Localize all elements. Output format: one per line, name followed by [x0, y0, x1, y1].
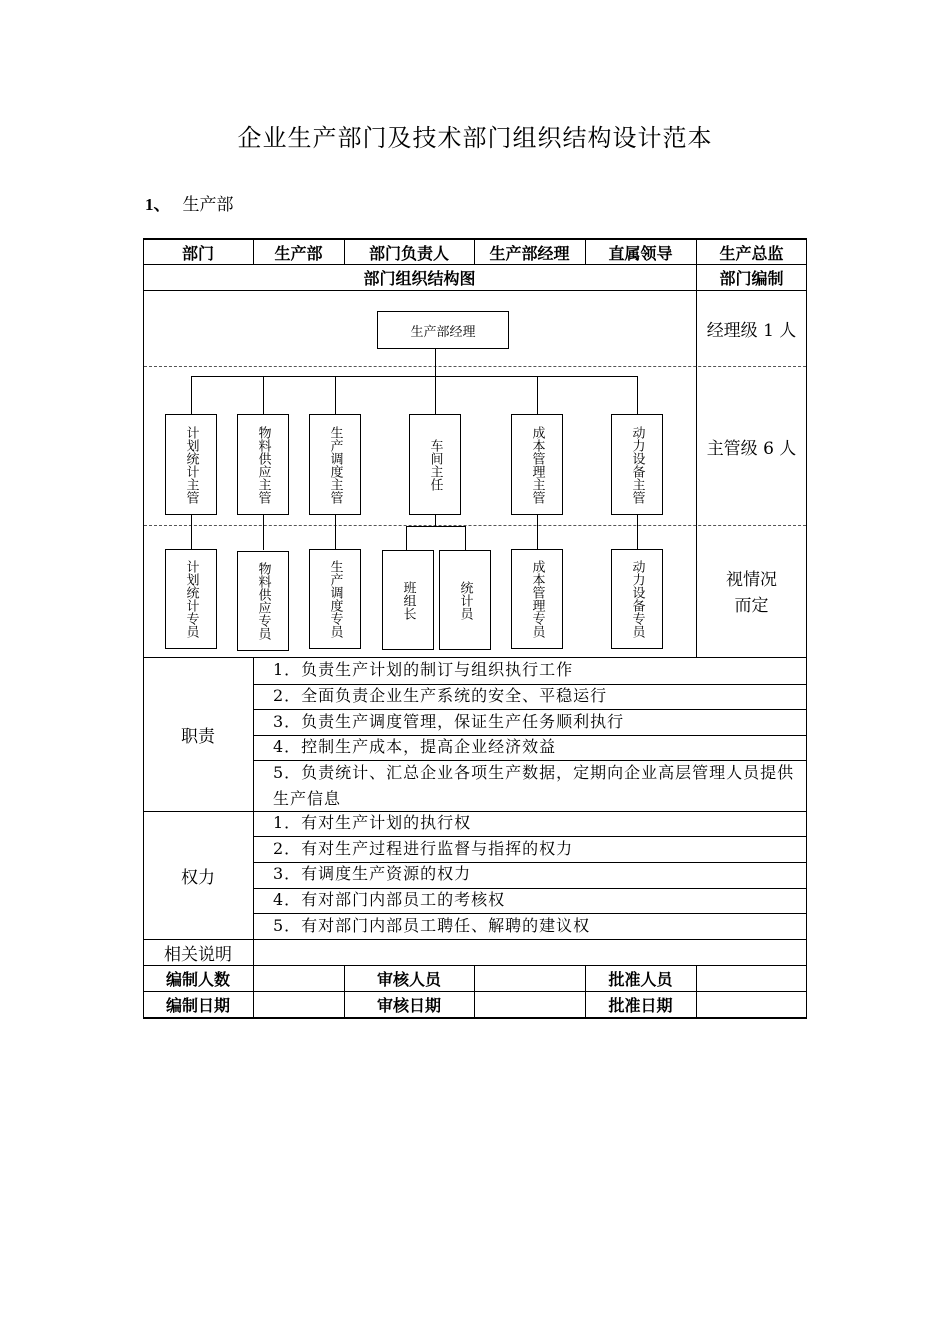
connector: [335, 514, 336, 550]
org-node-staff: [611, 549, 663, 649]
org-table: [143, 238, 807, 1019]
staffing-supervisor: 主管级 6 人: [706, 439, 797, 459]
review-date-label: 审核日期: [376, 995, 441, 1015]
staff-count-value[interactable]: [253, 965, 344, 991]
org-chart-label: 部门组织结构图: [363, 268, 476, 288]
org-node-staff: [511, 549, 563, 649]
leader-value: 生产总监: [719, 243, 784, 263]
approve-date-label: 批准日期: [608, 995, 673, 1015]
duty-item: 3．负责生产调度管理，保证生产任务顺利执行: [273, 712, 625, 731]
border-bottom: [143, 1017, 807, 1019]
org-node-supervisor: [165, 414, 217, 515]
staffing-staff: 视情况而定: [726, 570, 777, 616]
notes-label: 相关说明: [164, 944, 232, 965]
org-node-label: 班组长: [400, 580, 416, 620]
reviewer-value[interactable]: [474, 965, 585, 991]
connector: [435, 514, 436, 526]
section-name: 生产部: [182, 195, 234, 215]
page-title: 企业生产部门及技术部门组织结构设计范本: [237, 124, 713, 152]
leader-label: 直属领导: [608, 243, 673, 263]
connector: [191, 514, 192, 550]
staffing-manager: 经理级 1 人: [706, 320, 797, 341]
review-date-value[interactable]: [474, 991, 585, 1017]
org-node-supervisor: [511, 414, 563, 515]
connector: [263, 514, 264, 550]
org-node-label: 计划统计主管: [183, 425, 199, 504]
power-item: 3．有调度生产资源的权力: [273, 864, 472, 883]
connector: [465, 526, 466, 550]
approver-value[interactable]: [696, 965, 807, 991]
duty-item: 5．负责统计、汇总企业各项生产数据，定期向企业高层管理人员提供生产信息: [273, 763, 795, 808]
org-node-label: 生产调度主管: [327, 425, 343, 504]
connector: [537, 514, 538, 550]
connector: [537, 376, 538, 414]
connector: [263, 376, 264, 414]
connector: [435, 376, 436, 414]
org-node-label: 车间主任: [427, 438, 443, 491]
org-node-label: 生产部经理: [410, 324, 476, 340]
connector: [406, 526, 407, 550]
org-node-staff: [165, 549, 217, 649]
power-item: 1．有对生产计划的执行权: [273, 813, 472, 832]
connector: [191, 376, 192, 414]
org-node-label: 成本管理专员: [529, 560, 545, 638]
approver-label: 批准人员: [608, 969, 673, 989]
duty-item: 1．负责生产计划的制订与组织执行工作: [273, 660, 574, 679]
staff-count-label: 编制人数: [165, 969, 230, 989]
connector: [406, 526, 465, 527]
dept-label: 部门: [181, 243, 214, 263]
org-node-label: 计划统计专员: [183, 560, 199, 638]
head-label: 部门负责人: [368, 243, 449, 263]
connector: [335, 376, 336, 414]
org-node-label: 统计员: [457, 580, 473, 620]
connector: [435, 348, 436, 376]
power-item: 4．有对部门内部员工的考核权: [273, 890, 506, 909]
org-node-label: 成本管理主管: [529, 425, 545, 504]
powers-label: 权力: [181, 867, 215, 888]
org-node-label: 生产调度专员: [327, 560, 343, 638]
staffing-label: 部门编制: [719, 268, 784, 288]
power-item: 5．有对部门内部员工聘任、解聘的建议权: [273, 916, 591, 935]
duties-label: 职责: [181, 726, 215, 747]
connector: [191, 376, 637, 377]
dept-value: 生产部: [274, 243, 323, 263]
org-node-supervisor: [237, 414, 289, 515]
org-node-label: 动力设备主管: [629, 425, 645, 504]
org-node-staff: [382, 550, 434, 650]
connector: [637, 376, 638, 414]
org-node-staff: [237, 551, 289, 651]
org-node-supervisor: [409, 414, 461, 515]
org-node-staff: [439, 550, 491, 650]
power-item: 2．有对生产过程进行监督与指挥的权力: [273, 839, 574, 858]
connector: [637, 514, 638, 550]
duty-item: 2．全面负责企业生产系统的安全、平稳运行: [273, 686, 608, 705]
approve-date-value[interactable]: [696, 991, 807, 1017]
org-node-manager: [377, 311, 509, 349]
org-node-supervisor: [611, 414, 663, 515]
head-value: 生产部经理: [489, 243, 570, 263]
org-node-supervisor: [309, 414, 361, 515]
notes-value[interactable]: [253, 939, 807, 965]
section-number: 1、: [145, 195, 171, 214]
org-node-label: 动力设备专员: [629, 560, 645, 638]
duty-item: 4．控制生产成本，提高企业经济效益: [273, 737, 557, 756]
org-node-label: 物料供应主管: [255, 425, 271, 504]
reviewer-label: 审核人员: [376, 969, 441, 989]
org-node-label: 物料供应专员: [255, 562, 271, 640]
compile-date-label: 编制日期: [165, 995, 230, 1015]
section-heading: [145, 190, 234, 215]
compile-date-value[interactable]: [253, 991, 344, 1017]
org-node-staff: [309, 549, 361, 649]
